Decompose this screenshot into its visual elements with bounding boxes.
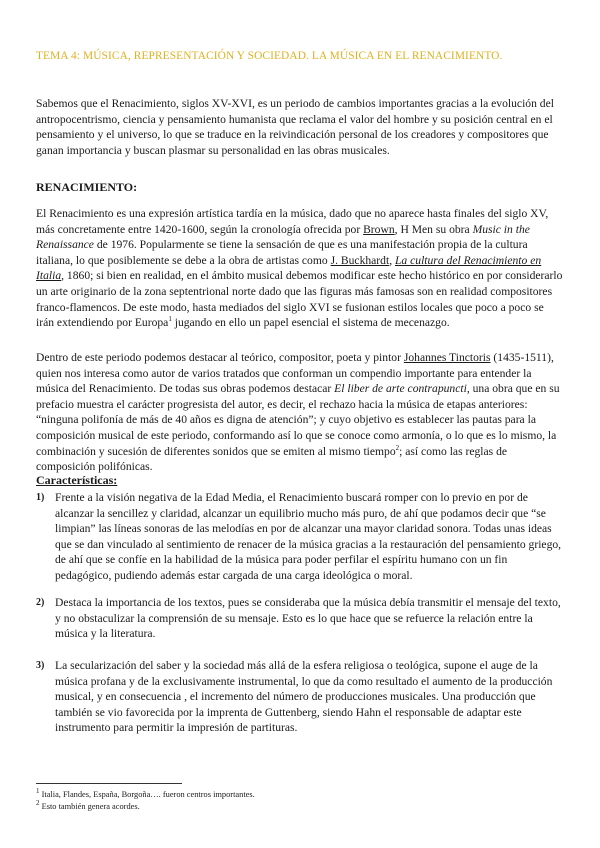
author-burckhardt: J. Buckhardt	[330, 253, 390, 267]
author-brown: Brown	[363, 222, 395, 236]
list-item-number: 3)	[36, 660, 45, 671]
footnote-divider	[36, 783, 182, 784]
list-item-text: La secularización del saber y la sociedad más allá de la esfera religiosa o teológica, supone el auge de la música profana y de la exclusivamente instrumental, lo que da como resultado el aumento de la producción musical, y en consecuencia , el incremento del número de producciones musicales. Una producción que también se vio favorecida por la imprenta de Guttenberg, siendo Hahn el responsable de adaptar este instrumento para permitir la impresión de partituras.	[55, 659, 553, 735]
footnote-number: 1	[36, 787, 40, 796]
footnote-2	[36, 799, 140, 812]
text-run: jugando en ello un papel esencial el sistema de mecenazgo.	[171, 316, 450, 330]
footnote-ref-1[interactable]: 1	[168, 315, 172, 324]
list-item-text: Destaca la importancia de los textos, pues se consideraba que la música debía transmitir el mensaje del texto, y no obstaculizar la comprensión de su mensaje. Esto es lo que hace que se refuerce la relación entre la música y la literatura.	[55, 596, 561, 641]
footnote-text: Italia, Flandes, España, Borgoña…. fueron centros importantes.	[39, 790, 255, 799]
footnote-text: Esto también genera acordes.	[39, 802, 140, 811]
page-title: TEMA 4: MÚSICA, REPRESENTACIÓN Y SOCIEDAD. LA MÚSICA EN EL RENACIMIENTO.	[36, 50, 503, 62]
text-run: (1435-1511), quien nos interesa como autor de varios tratados que conforman un compendio importante para entender la música del Renacimiento. De todas sus obras podemos destacar	[36, 351, 554, 396]
list-item-number: 2)	[36, 597, 45, 608]
text-run: , una obra que en su prefacio muestra el carácter progresista del autor, es decir, el rechazo hacia la música de etapas anteriores: “ninguna polifonía de más de 40 años es digna de atención”; y cuyo objetivo es establecer las pautas para la composición musical de este periodo, conformando así lo que se conoce como armonía, o lo que es lo mismo, la combinación y sucesión de diferentes sonidos que se emiten al mismo tiempo	[36, 382, 560, 458]
renacimiento-paragraph-2	[36, 350, 564, 475]
text-run: de 1976. Popularmente se tiene la sensación de que es una manifestación propia de la cultura italiana, lo que posiblemente se debe a la obra de artistas como	[36, 238, 528, 267]
text-run: ; así como las reglas de composición polifónicas.	[36, 444, 508, 474]
list-item-text: Frente a la visión negativa de la Edad Media, el Renacimiento buscará romper con lo previo en por de alcanzar la sencillez y claridad, alcanzar un equilibrio mucho más puro, de ahí que podamos decir que “se limpian” las líneas sonoras de las melodías en por de alcanzar una mayor claridad sonora. Todas unas ideas que se dan vinculado al sentimiento de renacer de la música gracias a la restauración del pensamiento griego, de ahí que se confíe en la habilidad de la música para poder perfilar el espíritu humano con un fin pedagógico, pudiendo además estar cargada de una carga ideológica o moral.	[55, 491, 562, 582]
renacimiento-heading: RENACIMIENTO:	[36, 180, 138, 194]
intro-paragraph: Sabemos que el Renacimiento, siglos XV-XVI, es un periodo de cambios importantes gracias a la evolución del antropocentrismo, ciencia y pensamiento humanista que reclama el valor del hombre y su posición central en el pensamiento y el universo, lo que se traduce en la reivindicación personal de los creadores y compositores que ganan importancia y buscan plasmar su personalidad en las obras musicales.	[36, 97, 554, 157]
list-item-number: 1)	[36, 492, 45, 503]
text-run: ,	[389, 253, 395, 267]
text-run: El Renacimiento es una expresión artística tardía en la música, dado que no aparece hasta finales del siglo XV, más concretamente entre 1420-1600, según la cronología ofrecida por	[36, 207, 549, 236]
book-title-liber-contrapuncti: El liber de arte contrapuncti	[334, 382, 467, 396]
renacimiento-paragraph-1	[36, 206, 564, 331]
author-tinctoris: Johannes Tinctoris	[403, 351, 491, 364]
text-run: Dentro de este periodo podemos destacar al teórico, compositor, poeta y pintor	[36, 351, 404, 364]
footnote-1	[36, 787, 255, 800]
caracteristicas-heading: Características:	[36, 473, 118, 487]
book-title-music-renaissance: Music in the Renaissance	[36, 222, 530, 252]
book-title-cultura-renacimiento: La cultura del Renacimiento en Italia	[36, 253, 542, 283]
footnote-ref-2[interactable]: 2	[395, 443, 400, 452]
text-run: , 1860; si bien en realidad, en el ámbito musical debemos modificar este hecho histórico en por considerarlo un arte originario de la zona septentrional norte dado que las figuras más famosas son en realidad compositores franco-flamencos. De este modo, hasta mediados del siglo XVI se fusionan estilos locales que poco a poco se irán extendiendo por Europa	[36, 269, 563, 330]
footnote-number: 2	[36, 799, 40, 808]
text-run: , H Men su obra	[394, 222, 473, 236]
